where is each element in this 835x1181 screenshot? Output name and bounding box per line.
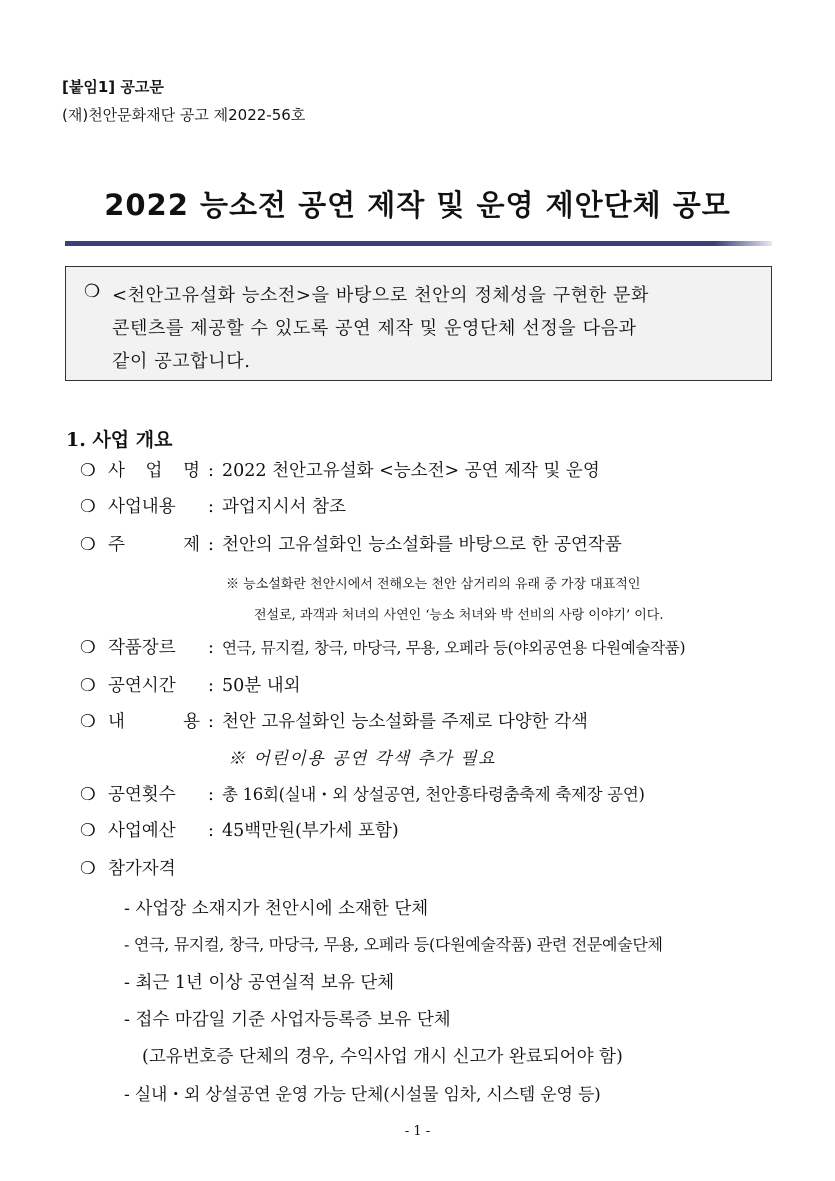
title-underline — [65, 241, 715, 246]
qualification-item: - 사업장 소재지가 천안시에 소재한 단체 — [124, 899, 429, 919]
item-label: 사 업 명 — [108, 461, 200, 481]
item-label: 사업예산 — [108, 821, 176, 841]
bullet-icon: ❍ — [80, 676, 96, 696]
item-separator: : — [208, 821, 214, 841]
bullet-icon: ❍ — [80, 712, 96, 732]
item-project-content — [80, 492, 346, 522]
bullet-icon: ❍ — [80, 821, 96, 841]
content-emphasis-note: ※ 어린이용 공연 각색 추가 필요 — [228, 749, 497, 769]
item-value: 천안 고유설화인 능소설화를 주제로 다양한 각색 — [222, 712, 588, 732]
page-number: - 1 - — [404, 1124, 431, 1139]
summary-box — [65, 266, 772, 381]
bullet-icon: ❍ — [80, 638, 96, 658]
item-label: 사업내용 — [108, 497, 176, 517]
item-project-name — [80, 456, 600, 486]
item-value: 50분 내외 — [222, 676, 301, 696]
item-value: 과업지시서 참조 — [222, 497, 346, 517]
item-genre — [80, 633, 685, 663]
item-separator: : — [208, 461, 214, 481]
item-value: 천안의 고유설화인 능소설화를 바탕으로 한 공연작품 — [222, 535, 622, 555]
bullet-icon: ❍ — [80, 859, 96, 879]
item-value: 연극, 뮤지컬, 창극, 마당극, 무용, 오페라 등(야외공연용 다원예술작품) — [222, 639, 686, 657]
summary-line-2: 콘텐츠를 제공할 수 있도록 공연 제작 및 운영단체 선정을 다음과 — [112, 318, 637, 339]
item-label: 참가자격 — [108, 859, 176, 879]
qualification-paren-note: (고유번호증 단체의 경우, 수익사업 개시 신고가 완료되어야 함) — [142, 1047, 623, 1067]
notice-number: (재)천안문화재단 공고 제2022-56호 — [62, 106, 306, 124]
item-separator: : — [208, 785, 214, 805]
item-separator: : — [208, 638, 214, 658]
item-performance-count — [80, 780, 645, 810]
item-label: 작품장르 — [108, 638, 176, 658]
qualification-item: - 최근 1년 이상 공연실적 보유 단체 — [124, 973, 395, 993]
item-label: 공연시간 — [108, 676, 176, 696]
qualification-item: - 실내・외 상설공연 운영 가능 단체(시설물 임차, 시스템 운영 등) — [124, 1085, 601, 1105]
attachment-label: [붙임1] 공고문 — [62, 78, 164, 96]
section-heading: 1. 사업 개요 — [66, 429, 173, 451]
title-underline-fade — [715, 241, 772, 246]
item-budget — [80, 816, 399, 846]
item-label: 내 용 — [108, 712, 200, 732]
bullet-icon: ❍ — [80, 497, 96, 517]
qualification-item: - 연극, 뮤지컬, 창극, 마당극, 무용, 오페라 등(다원예술작품) 관련 전문예술단체 — [124, 935, 663, 954]
theme-note-line-2: 전설로, 과객과 처녀의 사연인 ‘능소 처녀와 박 선비의 사랑 이야기’ 이다. — [254, 608, 664, 623]
summary-line-3: 같이 공고합니다. — [112, 351, 251, 372]
item-theme — [80, 530, 622, 560]
item-duration — [80, 671, 301, 701]
item-content — [80, 707, 588, 737]
item-label: 주 제 — [108, 535, 200, 555]
theme-note-line-1: ※ 능소설화란 천안시에서 전해오는 천안 삼거리의 유래 중 가장 대표적인 — [226, 577, 641, 592]
item-eligibility — [80, 854, 176, 884]
item-separator: : — [208, 535, 214, 555]
bullet-icon: ❍ — [80, 535, 96, 555]
item-separator: : — [208, 497, 214, 517]
summary-bullet: ❍ — [84, 281, 101, 302]
item-value: 총 16회(실내・외 상설공연, 천안흥타령춤축제 축제장 공연) — [222, 785, 645, 804]
bullet-icon: ❍ — [80, 461, 96, 481]
item-label: 공연횟수 — [108, 785, 176, 805]
item-value: 45백만원(부가세 포함) — [222, 821, 399, 841]
summary-line-1: <천안고유설화 능소전>을 바탕으로 천안의 정체성을 구현한 문화 — [112, 285, 649, 306]
qualification-item: - 접수 마감일 기준 사업자등록증 보유 단체 — [124, 1010, 451, 1030]
item-separator: : — [208, 712, 214, 732]
bullet-icon: ❍ — [80, 785, 96, 805]
page-title: 2022 능소전 공연 제작 및 운영 제안단체 공모 — [104, 188, 731, 222]
item-value: 2022 천안고유설화 <능소전> 공연 제작 및 운영 — [222, 461, 600, 481]
item-separator: : — [208, 676, 214, 696]
